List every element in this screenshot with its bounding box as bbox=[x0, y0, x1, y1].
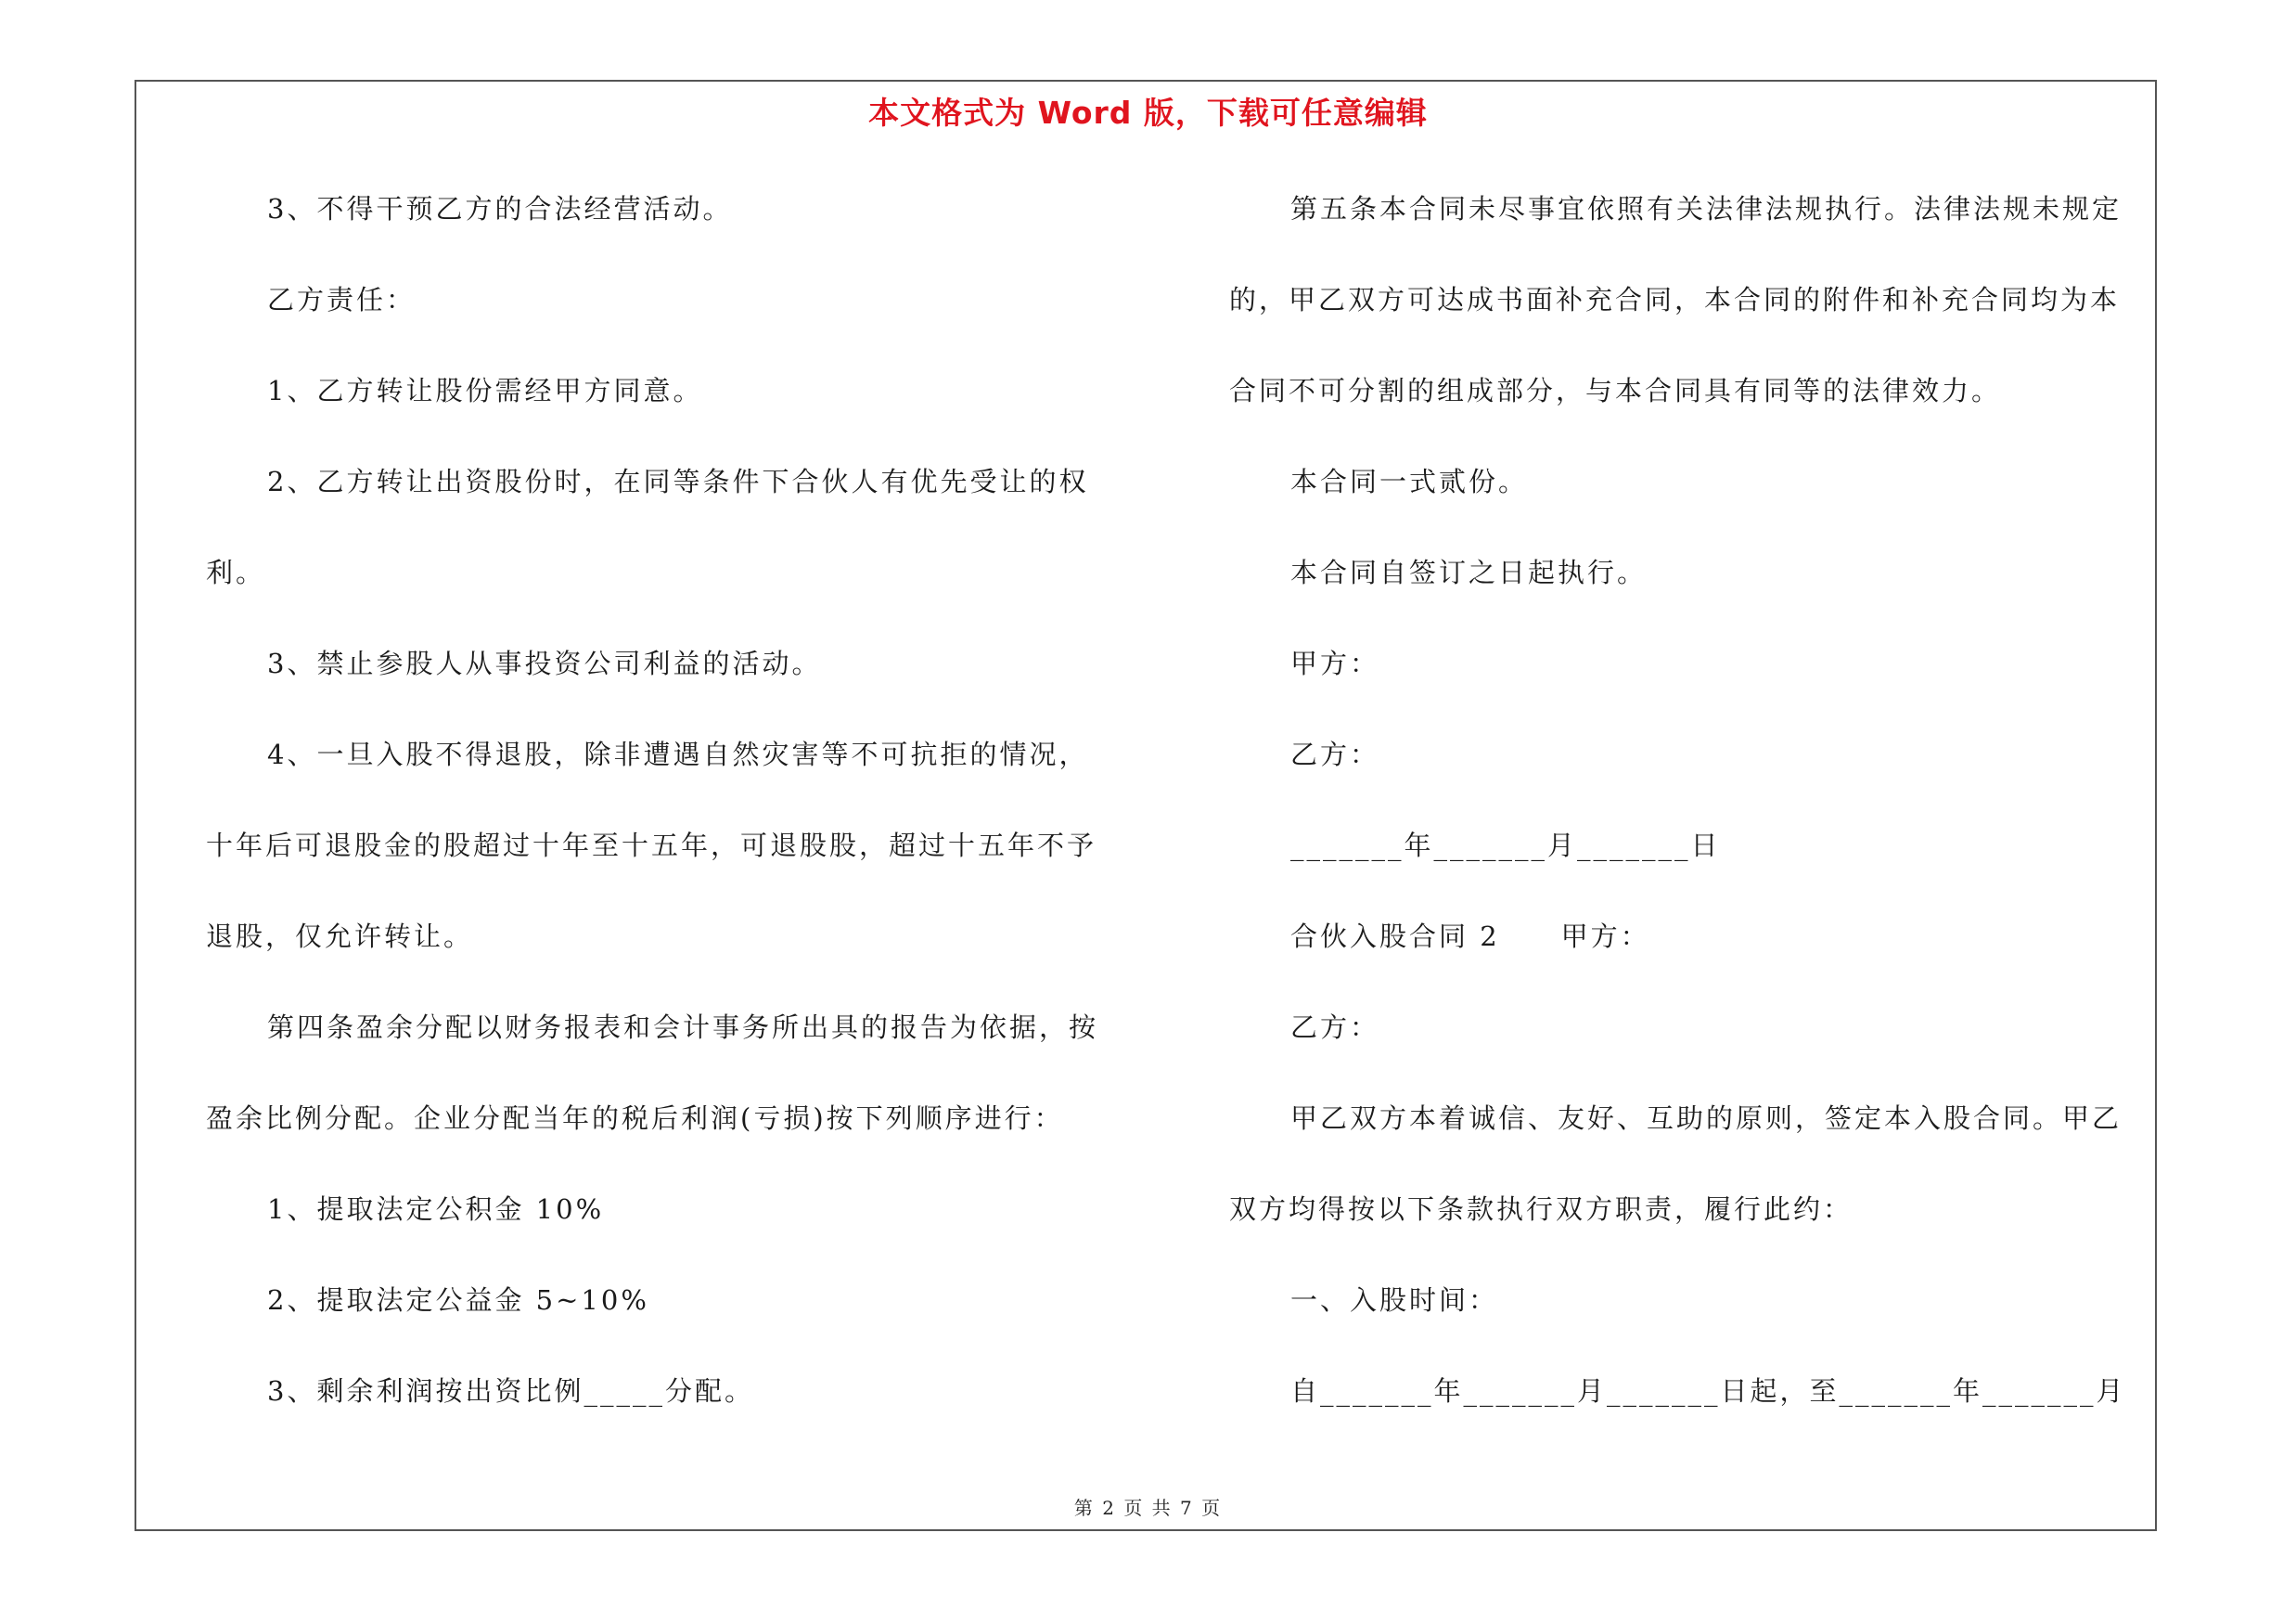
paragraph: 十年后可退股金的股超过十年至十五年，可退股股，超过十五年不予 bbox=[206, 830, 1097, 861]
format-banner: 本文格式为 Word 版，下载可任意编辑 bbox=[868, 95, 1428, 131]
paragraph: 自_______年_______月_______日起，至_______年_______月 bbox=[1290, 1375, 2126, 1407]
paragraph: 盈余比例分配。企业分配当年的税后利润(亏损)按下列顺序进行： bbox=[206, 1102, 1064, 1134]
paragraph: 3、禁止参股人从事投资公司利益的活动。 bbox=[267, 648, 822, 679]
paragraph: 4、一旦入股不得退股，除非遭遇自然灾害等不可抗拒的情况， bbox=[267, 739, 1089, 770]
contract-heading bbox=[1229, 918, 2148, 1009]
contract-title: 合伙入股合同 2 bbox=[1290, 921, 1500, 952]
page-number-footer: 第 2 页 共 7 页 bbox=[1073, 1497, 1223, 1519]
paragraph: 第四条盈余分配以财务报表和会计事务所出具的报告为依据，按 bbox=[267, 1011, 1099, 1043]
paragraph: 2、乙方转让出资股份时，在同等条件下合伙人有优先受让的权 bbox=[267, 466, 1089, 497]
party-a-label: 甲方： bbox=[1560, 921, 1650, 952]
paragraph: 一、入股时间： bbox=[1290, 1284, 1499, 1316]
paragraph: 1、提取法定公积金 10% bbox=[267, 1193, 605, 1225]
paragraph: 乙方： bbox=[1290, 1011, 1380, 1043]
paragraph: 利。 bbox=[206, 557, 266, 588]
date-line: _______年_______月_______日 bbox=[1290, 830, 1721, 861]
paragraph: 3、剩余利润按出资比例_____分配。 bbox=[267, 1375, 754, 1407]
paragraph: 3、不得干预乙方的合法经营活动。 bbox=[267, 193, 733, 225]
left-column bbox=[206, 190, 1134, 1463]
paragraph: 甲乙双方本着诚信、友好、互助的原则，签定本入股合同。甲乙 bbox=[1290, 1102, 2123, 1134]
paragraph: 2、提取法定公益金 5~10% bbox=[267, 1284, 649, 1316]
signature-line-party-b: 乙方： bbox=[1290, 739, 1380, 770]
paragraph: 本合同一式贰份。 bbox=[1290, 466, 1529, 497]
signature-line-party-a: 甲方： bbox=[1290, 648, 1380, 679]
paragraph: 第五条本合同未尽事宜依照有关法律法规执行。法律法规未规定 bbox=[1290, 193, 2123, 225]
right-column bbox=[1229, 190, 2148, 1463]
paragraph: 双方均得按以下条款执行双方职责，履行此约： bbox=[1229, 1193, 1853, 1225]
paragraph: 的，甲乙双方可达成书面补充合同，本合同的附件和补充合同均为本 bbox=[1229, 284, 2121, 316]
paragraph: 本合同自签订之日起执行。 bbox=[1290, 557, 1648, 588]
paragraph: 1、乙方转让股份需经甲方同意。 bbox=[267, 375, 703, 406]
paragraph: 乙方责任： bbox=[267, 284, 417, 316]
paragraph: 退股，仅允许转让。 bbox=[206, 921, 474, 952]
paragraph: 合同不可分割的组成部分，与本合同具有同等的法律效力。 bbox=[1229, 375, 2002, 406]
